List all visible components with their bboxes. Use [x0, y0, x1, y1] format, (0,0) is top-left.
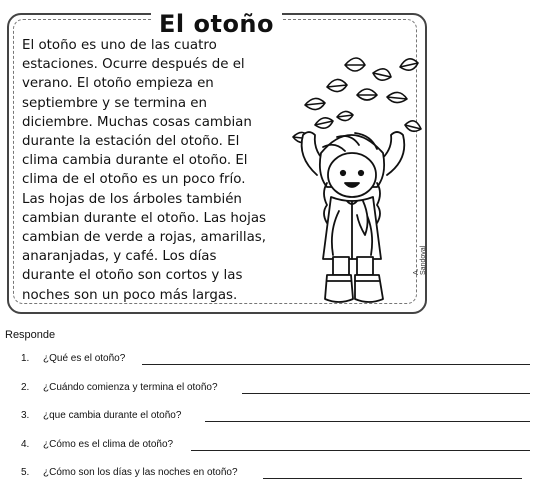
story-line: Las hojas de los árboles también: [22, 191, 242, 207]
leaf-icon: [373, 69, 391, 80]
question-text: ¿Cuándo comienza y termina el otoño?: [43, 381, 218, 393]
question-row: [5, 410, 530, 439]
question-row: [5, 467, 530, 496]
answer-line[interactable]: [205, 421, 530, 422]
answer-line[interactable]: [242, 393, 530, 394]
story-line: durante la estación del otoño. El: [22, 134, 240, 150]
question-number: 3.: [21, 410, 30, 421]
answer-line[interactable]: [142, 364, 530, 365]
leaf-icon: [357, 89, 377, 100]
story-line: diciembre. Muchas cosas cambian: [22, 114, 252, 130]
leaf-icon: [400, 59, 418, 70]
answer-line[interactable]: [263, 478, 522, 479]
question-text: ¿Cómo es el clima de otoño?: [43, 438, 174, 450]
story-line: cambian durante el otoño. Las hojas: [22, 210, 266, 226]
question-text: ¿Cómo son los días y las noches en otoño?: [43, 467, 238, 478]
question-row: [5, 382, 530, 411]
story-line: noches son un poco más largas.: [22, 287, 238, 303]
leaf-icon: [337, 111, 353, 120]
story-line: anaranjadas, y café. Los días: [22, 249, 217, 265]
story-line: clima cambia durante el otoño. El: [22, 153, 248, 169]
story-line: clima de el otoño es un poco frío.: [22, 172, 246, 188]
question-number: 5.: [21, 467, 30, 478]
leaf-icon: [305, 98, 325, 109]
illustration-credit: A. Sandoval: [413, 245, 427, 275]
question-section: [5, 329, 530, 496]
leaf-icon: [327, 79, 347, 91]
leaf-icon: [387, 92, 407, 102]
section-label: Responde: [5, 329, 56, 341]
question-number: 1.: [21, 353, 30, 364]
story-card: [5, 5, 428, 316]
leaf-icon: [345, 58, 365, 71]
story-text: [22, 36, 292, 305]
question-row: [5, 439, 530, 468]
question-row: [5, 353, 530, 382]
leaf-icon: [315, 118, 333, 128]
story-title: El otoño: [5, 10, 428, 38]
question-text: ¿que cambia durante el otoño?: [43, 410, 182, 421]
story-line: septiembre y se termina en: [22, 95, 208, 111]
story-line: durante el otoño son cortos y las: [22, 268, 243, 284]
answer-line[interactable]: [191, 450, 530, 451]
girl-with-leaves-illustration: [275, 25, 425, 310]
story-line: cambian de verde a rojas, amarillas,: [22, 230, 267, 246]
story-line: estaciones. Ocurre después de el: [22, 57, 245, 73]
story-line: verano. El otoño empieza en: [22, 76, 214, 92]
leaf-icon: [405, 121, 421, 131]
question-text: ¿Qué es el otoño?: [43, 353, 126, 364]
question-number: 2.: [21, 381, 30, 393]
question-number: 4.: [21, 438, 30, 450]
story-line: El otoño es uno de las cuatro: [22, 38, 217, 53]
